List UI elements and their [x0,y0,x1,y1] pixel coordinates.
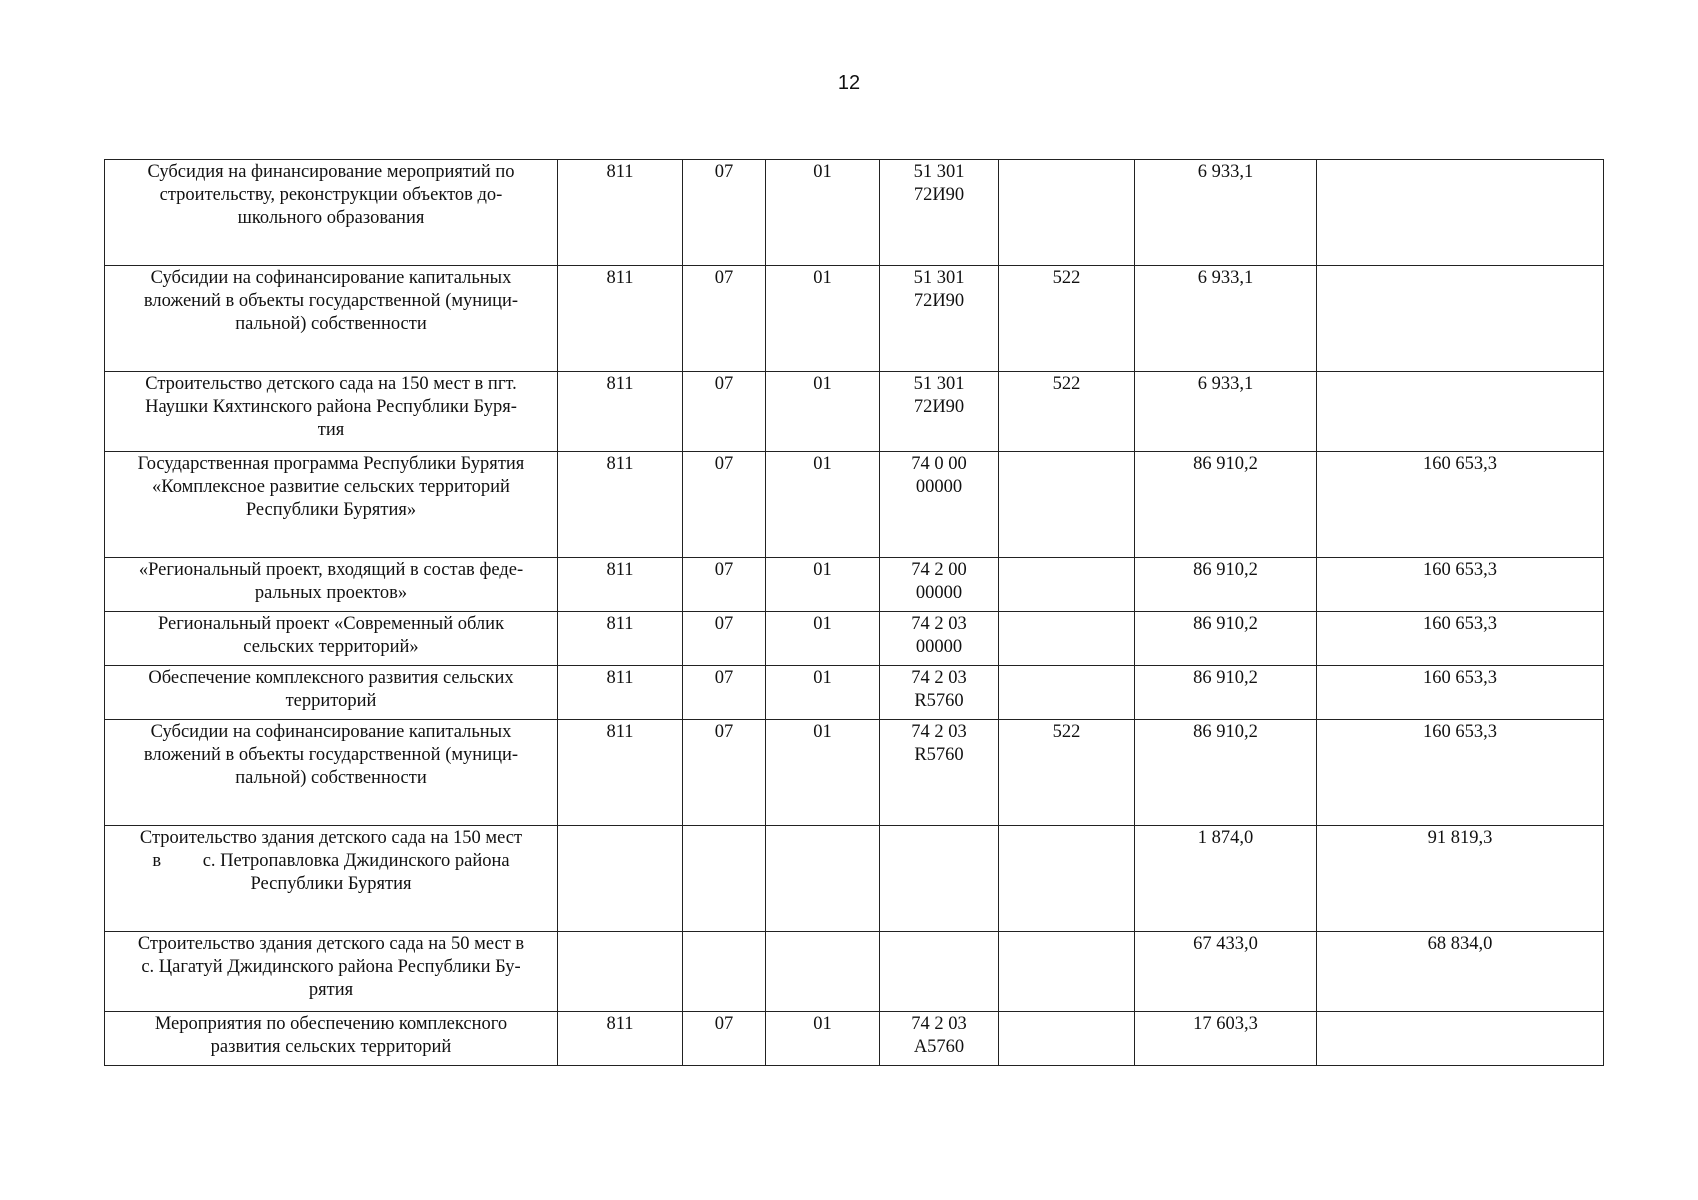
row-name-line: тия [317,420,345,440]
cell-expense-type [999,160,1135,266]
cell-expense-type: 522 [999,372,1135,452]
row-name-line: Строительство здания детского сада на 50 мест в [137,934,525,954]
cell-section: 07 [683,612,766,666]
target-article-line: 74 2 03 [911,614,967,634]
row-name-line: «Комплексное развитие сельских территорий [152,477,510,497]
cell-expense-type: 522 [999,266,1135,372]
table-row [105,720,1604,826]
target-article-line: 74 2 03 [911,722,967,742]
cell-target-article [880,612,999,666]
row-name-line: Республики Бурятия [250,874,412,894]
cell-section: 07 [683,1012,766,1066]
cell-subsection: 01 [766,666,880,720]
row-name-line: Субсидии на софинансирование капитальных [150,722,512,742]
cell-subsection: 01 [766,452,880,558]
target-article-line: 51 301 [913,268,965,288]
cell-target-article [880,160,999,266]
cell-grbs: 811 [558,666,683,720]
row-name-line: Субсидия на финансирование мероприятий по [147,162,515,182]
cell-amount-year1: 86 910,2 [1135,720,1317,826]
table-row [105,666,1604,720]
row-name-line: пальной) собственности [235,768,427,788]
cell-amount-year2: 91 819,3 [1317,826,1604,932]
cell-amount-year1: 6 933,1 [1135,160,1317,266]
cell-target-article [880,452,999,558]
cell-section: 07 [683,666,766,720]
target-article-line: 72И90 [913,185,965,205]
cell-grbs: 811 [558,266,683,372]
target-article-line: 74 0 00 [911,454,967,474]
table-row [105,932,1604,1012]
row-name-line: сельских территорий» [243,637,419,657]
cell-subsection: 01 [766,1012,880,1066]
row-name-line: Региональный проект «Современный облик [157,614,505,634]
row-name [105,720,558,826]
row-name [105,666,558,720]
cell-section: 07 [683,266,766,372]
table-row [105,826,1604,932]
row-name-line: Строительство детского сада на 150 мест в пгт. [145,374,517,394]
row-name [105,1012,558,1066]
cell-target-article [880,826,999,932]
table-row [105,266,1604,372]
cell-section: 07 [683,452,766,558]
row-name-line: территорий [285,691,377,711]
row-name [105,932,558,1012]
cell-grbs [558,932,683,1012]
row-name [105,826,558,932]
cell-target-article [880,372,999,452]
cell-expense-type [999,932,1135,1012]
cell-amount-year2: 160 653,3 [1317,666,1604,720]
cell-amount-year2 [1317,266,1604,372]
cell-grbs: 811 [558,612,683,666]
row-name-line: вложений в объекты государственной (муници- [143,291,519,311]
table-row [105,1012,1604,1066]
row-name-line: строительству, реконструкции объектов до- [159,185,503,205]
target-article-line: 72И90 [913,397,965,417]
cell-amount-year2 [1317,160,1604,266]
row-name-line: ральных проектов» [254,583,408,603]
cell-target-article [880,266,999,372]
row-name-line: Республики Бурятия» [245,500,417,520]
row-name-line: с. Цагатуй Джидинского района Республики Бу- [141,957,521,977]
cell-target-article [880,932,999,1012]
cell-amount-year2: 160 653,3 [1317,558,1604,612]
row-name-line: Обеспечение комплексного развития сельских [148,668,514,688]
target-article-line: R5760 [914,691,964,711]
table-row [105,372,1604,452]
row-name [105,452,558,558]
cell-subsection: 01 [766,160,880,266]
row-name [105,558,558,612]
row-name [105,372,558,452]
cell-target-article [880,666,999,720]
row-name-line: Государственная программа Республики Бурятия [137,454,525,474]
row-name-line: Строительство здания детского сада на 150 мест [139,828,523,848]
cell-expense-type [999,826,1135,932]
cell-amount-year1: 67 433,0 [1135,932,1317,1012]
cell-amount-year1: 6 933,1 [1135,372,1317,452]
target-article-line: 00000 [915,477,963,497]
target-article-line: A5760 [913,1037,965,1057]
row-name [105,160,558,266]
cell-subsection [766,932,880,1012]
cell-grbs: 811 [558,372,683,452]
cell-amount-year1: 86 910,2 [1135,666,1317,720]
row-name-line: рятия [308,980,354,1000]
cell-expense-type [999,1012,1135,1066]
cell-amount-year1: 86 910,2 [1135,452,1317,558]
cell-grbs: 811 [558,558,683,612]
cell-expense-type [999,452,1135,558]
cell-expense-type: 522 [999,720,1135,826]
target-article-line: 74 2 03 [911,668,967,688]
row-name-line: развития сельских территорий [210,1037,452,1057]
cell-amount-year2: 160 653,3 [1317,720,1604,826]
cell-amount-year1: 86 910,2 [1135,612,1317,666]
cell-section: 07 [683,558,766,612]
cell-grbs: 811 [558,160,683,266]
row-name-line: в с. Петропавловка Джидинского района [152,851,510,871]
cell-amount-year2: 160 653,3 [1317,612,1604,666]
cell-grbs [558,826,683,932]
cell-grbs: 811 [558,720,683,826]
row-name [105,266,558,372]
cell-subsection [766,826,880,932]
row-name-line: Субсидии на софинансирование капитальных [150,268,512,288]
table-row [105,612,1604,666]
row-name-line: пальной) собственности [235,314,427,334]
cell-grbs: 811 [558,1012,683,1066]
cell-subsection: 01 [766,720,880,826]
target-article-line: 74 2 03 [911,1014,967,1034]
target-article-line: 00000 [915,583,963,603]
cell-amount-year1: 86 910,2 [1135,558,1317,612]
cell-amount-year2 [1317,372,1604,452]
cell-subsection: 01 [766,612,880,666]
row-name [105,612,558,666]
target-article-line: 72И90 [913,291,965,311]
target-article-line: 51 301 [913,162,965,182]
cell-target-article [880,558,999,612]
cell-section: 07 [683,160,766,266]
row-name-line: «Региональный проект, входящий в состав феде- [138,560,524,580]
row-name-line: вложений в объекты государственной (муници- [143,745,519,765]
cell-expense-type [999,666,1135,720]
cell-subsection: 01 [766,266,880,372]
cell-amount-year1: 6 933,1 [1135,266,1317,372]
cell-expense-type [999,558,1135,612]
cell-amount-year2 [1317,1012,1604,1066]
cell-target-article [880,1012,999,1066]
table-row [105,452,1604,558]
row-name-line: Мероприятия по обеспечению комплексного [154,1014,508,1034]
budget-table [104,159,1604,1066]
cell-section [683,826,766,932]
page-number: 12 [837,72,861,94]
table-body [105,160,1604,1066]
cell-section: 07 [683,372,766,452]
target-article-line: 00000 [915,637,963,657]
cell-grbs: 811 [558,452,683,558]
cell-subsection: 01 [766,558,880,612]
cell-amount-year1: 17 603,3 [1135,1012,1317,1066]
target-article-line: 74 2 00 [911,560,967,580]
cell-amount-year2: 68 834,0 [1317,932,1604,1012]
cell-section: 07 [683,720,766,826]
table-row [105,558,1604,612]
cell-subsection: 01 [766,372,880,452]
row-name-line: Наушки Кяхтинского района Республики Буря- [145,397,517,417]
row-name-line: школьного образования [237,208,425,228]
cell-section [683,932,766,1012]
table-row [105,160,1604,266]
cell-expense-type [999,612,1135,666]
cell-amount-year2: 160 653,3 [1317,452,1604,558]
target-article-line: R5760 [914,745,964,765]
cell-amount-year1: 1 874,0 [1135,826,1317,932]
cell-target-article [880,720,999,826]
target-article-line: 51 301 [913,374,965,394]
